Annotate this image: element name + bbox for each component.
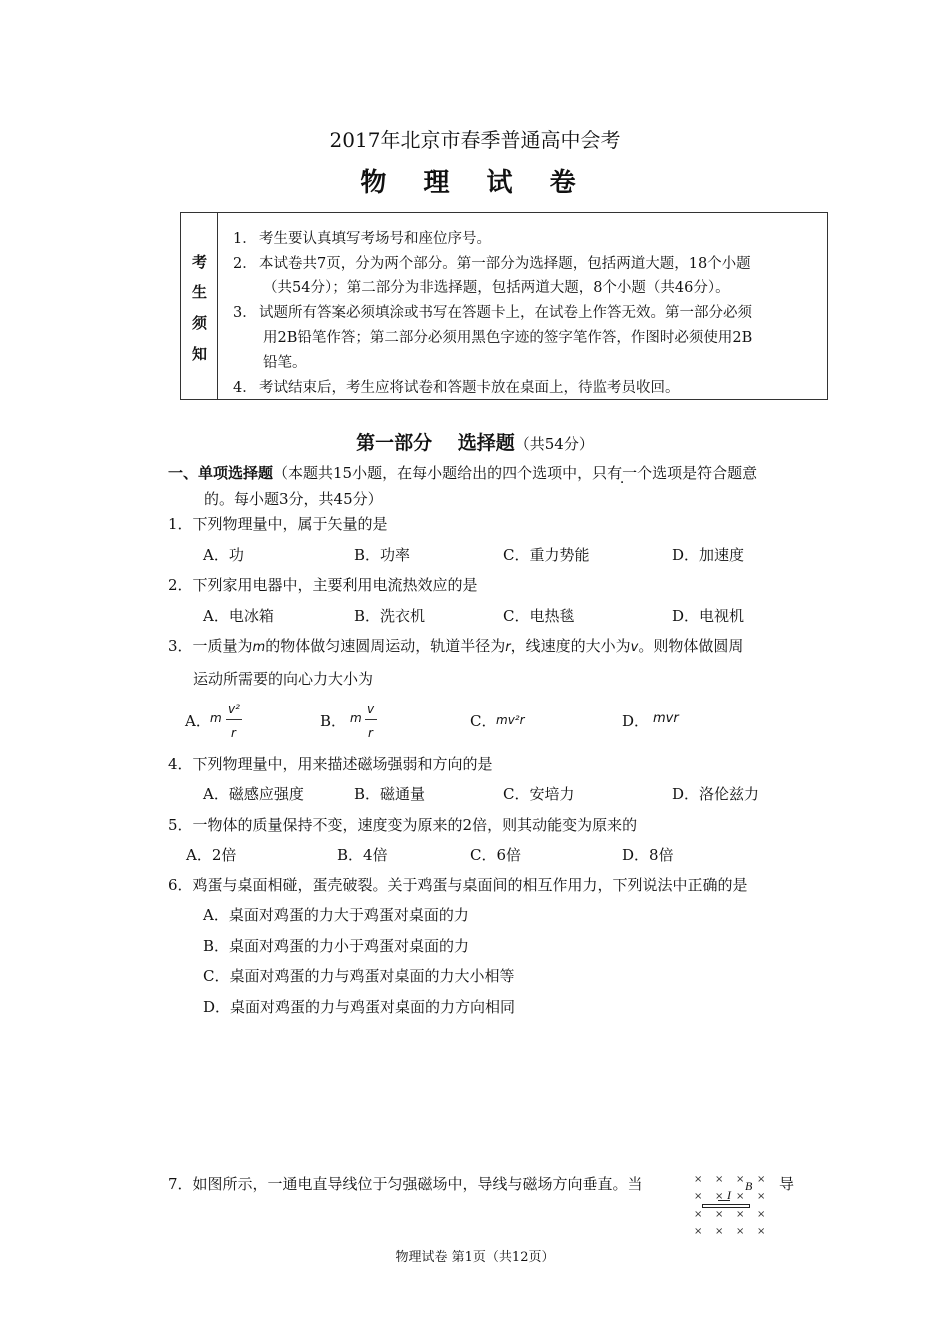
part-desc: 选项是符合题意 [652,464,758,482]
field-cross-icon: × [715,1191,724,1202]
option-b: B．磁通量 [354,785,426,803]
notice-item-text: 本试卷共7页，分为两个部分。第一部分为选择题，包括两道大题，18个小题 [259,256,751,272]
stem-part: 的物体做匀速圆周运动，轨道半径为 [265,637,506,655]
fraction-bar [226,719,242,720]
question-stem: 7．如图所示，一通电直导线位于匀强磁场中，导线与磁场方向垂直。当 [168,1175,643,1193]
stem-part: ，线速度的大小为 [510,637,631,655]
option-b: B．4倍 [337,846,388,864]
notice-item-text: 铅笔。 [263,355,307,371]
formula-a-denominator: r [231,726,236,740]
formula-b-coef: m [350,711,362,725]
field-cross-icon: × [694,1209,703,1220]
field-cross-icon: × [757,1174,766,1185]
field-cross-icon: × [715,1174,724,1185]
formula-b-denominator: r [368,726,373,740]
page-footer: 物理试卷 第1页（共12页） [395,1250,555,1265]
option-d: D．桌面对鸡蛋的力与鸡蛋对桌面的力方向相同 [203,998,516,1016]
wire-conductor [702,1204,750,1208]
fraction-bar [365,719,377,720]
variable-v: v [630,640,639,655]
notice-side-label [181,213,218,399]
variable-m: m [252,640,266,655]
current-label: I [727,1188,731,1202]
notice-item-number: 1． [233,231,257,247]
notice-item-text: 用2B铅笔作答；第二部分必须用黑色字迹的签字笔作答，作图时必须使用2B [263,330,753,346]
question-stem: 1．下列物理量中，属于矢量的是 [168,515,388,533]
field-cross-icon: × [757,1226,766,1237]
formula-c: mv²r [496,713,525,727]
current-arrow-icon [718,1200,730,1201]
question-stem-tail: 导 [779,1175,795,1193]
option-d: D．洛伦兹力 [672,785,760,803]
option-a: A．功 [203,546,244,564]
field-label: B [745,1179,753,1193]
option-a: A． [185,712,211,730]
section-title: 第一部分 选择题 [356,432,515,454]
field-cross-icon: × [736,1226,745,1237]
notice-side-char: 知 [191,345,207,363]
stem-part: 3．一质量为 [168,637,253,655]
notice-item-number: 2． [233,256,257,272]
option-b: B． [320,712,347,730]
question-stem-line2: 运动所需要的向心力大小为 [193,670,374,688]
section-points: （共54分） [514,435,594,453]
part-desc: （本题共15小题，在每小题给出的四个选项中， [273,464,593,482]
option-d: D． [622,712,650,730]
subject-title: 物 理 试 卷 [360,168,590,198]
option-b: B．功率 [354,546,411,564]
notice-item-text: 试题所有答案必须填涂或书写在答题卡上，在试卷上作答无效。第一部分必须 [259,305,752,321]
formula-d: mvr [653,711,679,726]
option-c: C．重力势能 [503,546,590,564]
part-instructions [168,462,757,484]
option-d: D．加速度 [672,546,745,564]
option-c: C． [470,712,497,730]
notice-item-number: 3． [233,305,257,321]
option-c: C．电热毯 [503,607,575,625]
notice-side-char: 须 [191,314,207,332]
option-a: A．桌面对鸡蛋的力大于鸡蛋对桌面的力 [203,906,469,924]
question-stem: 6．鸡蛋与桌面相碰，蛋壳破裂。关于鸡蛋与桌面间的相互作用力，下列说法中正确的是 [168,876,748,894]
field-cross-icon: × [694,1191,703,1202]
notice-box [180,212,828,400]
field-cross-icon: × [736,1174,745,1185]
field-cross-icon: × [757,1209,766,1220]
notice-side-char: 考 [191,253,207,271]
option-a: A．2倍 [186,846,237,864]
option-b: B．洗衣机 [354,607,426,625]
part-heading: 一、单项选择题 [168,464,274,482]
exam-title: 2017年北京市春季普通高中会考 [329,128,621,152]
option-b: B．桌面对鸡蛋的力小于鸡蛋对桌面的力 [203,937,470,955]
notice-item-number: 4． [233,380,257,396]
option-d: D．电视机 [672,607,745,625]
formula-b-numerator: v [367,702,375,716]
field-cross-icon: × [694,1226,703,1237]
variable-r: r [505,640,511,655]
formula-a-coef: m [210,711,222,725]
option-c: C．6倍 [470,846,522,864]
question-stem: 2．下列家用电器中，主要利用电流热效应的是 [168,576,478,594]
field-cross-icon: × [757,1191,766,1202]
notice-item-text: 考生要认真填写考场号和座位序号。 [259,231,491,247]
question-stem: 5．一物体的质量保持不变，速度变为原来的2倍，则其动能变为原来的 [168,816,638,834]
field-cross-icon: × [715,1209,724,1220]
notice-side-char: 生 [191,283,207,301]
notice-item-text: （共54分）；第二部分为非选择题，包括两道大题，8个小题（共46分）。 [263,280,730,296]
emphasis-text: 只有一个 [592,464,653,482]
option-a: A．电冰箱 [203,607,274,625]
option-d: D．8倍 [622,846,674,864]
field-cross-icon: × [694,1174,703,1185]
field-cross-icon: × [715,1226,724,1237]
field-cross-icon: × [736,1191,745,1202]
section-heading [0,428,950,455]
formula-a-numerator: v² [228,702,240,716]
question-stem: 4．下列物理量中，用来描述磁场强弱和方向的是 [168,755,493,773]
field-cross-icon: × [736,1209,745,1220]
question-stem [168,635,743,659]
option-a: A．磁感应强度 [203,785,304,803]
part-desc-line2: 的。每小题3分，共45分） [204,490,383,508]
stem-part: 。则物体做圆周 [638,637,744,655]
magnetic-field-figure [690,1172,770,1242]
option-c: C．桌面对鸡蛋的力与鸡蛋对桌面的力大小相等 [203,967,515,985]
option-c: C．安培力 [503,785,575,803]
notice-item-text: 考试结束后，考生应将试卷和答题卡放在桌面上，待监考员收回。 [259,380,680,396]
